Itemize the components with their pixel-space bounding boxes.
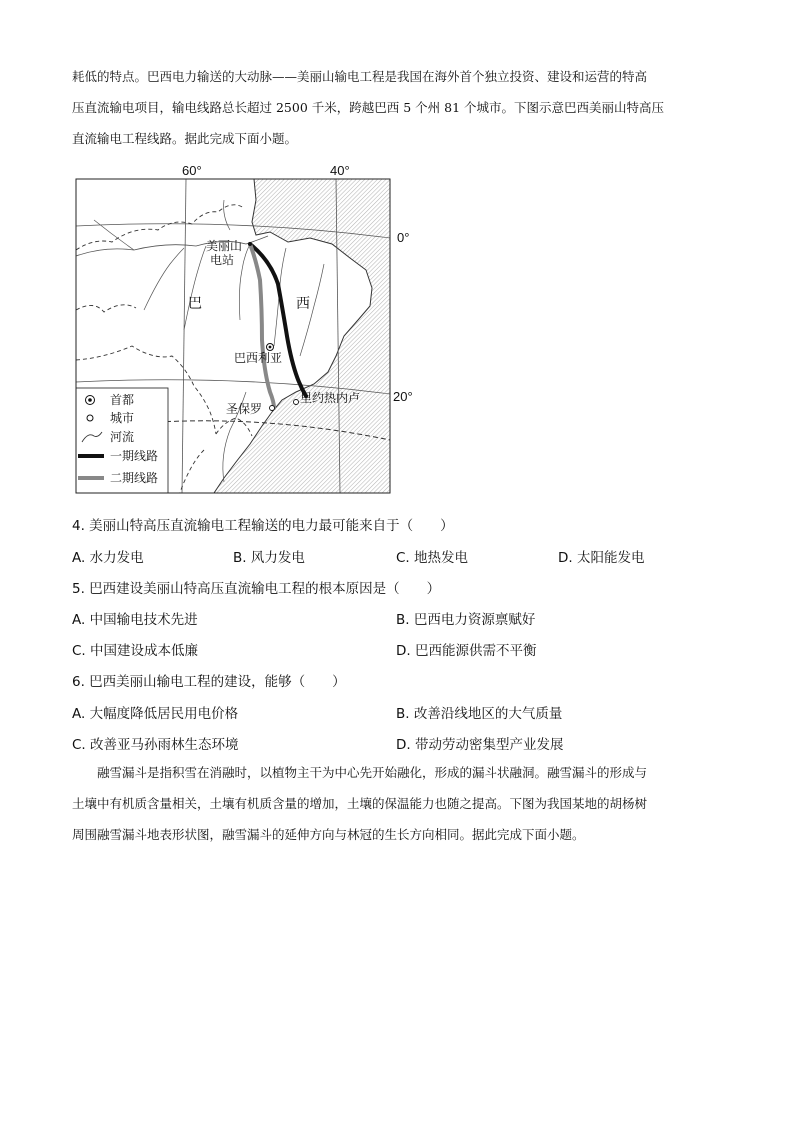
lat-label-20: 20° [393,389,413,404]
question-5-option-d[interactable]: D. 巴西能源供需不平衡 [396,643,537,659]
question-4-option-b[interactable]: B. 风力发电 [233,550,305,566]
question-6-stem: 6. 巴西美丽山输电工程的建设，能够（ ） [72,674,346,690]
question-4-stem: 4. 美丽山特高压直流输电工程输送的电力最可能来自于（ ） [72,518,454,534]
question-5-stem: 5. 巴西建设美丽山特高压直流输电工程的根本原因是（ ） [72,581,441,597]
legend-capital-label: 首都 [110,393,135,407]
question-6-option-c[interactable]: C. 改善亚马孙雨林生态环境 [72,737,239,753]
brazil-transmission-map [74,160,392,494]
legend-phase1-label: 一期线路 [110,449,159,463]
question-6-option-b[interactable]: B. 改善沿线地区的大气质量 [396,706,563,722]
intro-line: 压直流输电项目，输电线路总长超过 2500 千米，跨越巴西 5 个州 81 个城市。下图示意巴西美丽山特高压 [72,100,665,115]
legend-phase2-label: 二期线路 [110,471,159,485]
country-label-ba: 巴 [188,296,202,312]
question-6-option-d[interactable]: D. 带动劳动密集型产业发展 [396,737,564,753]
question-5-option-a[interactable]: A. 中国输电技术先进 [72,612,198,628]
intro-line: 耗低的特点。巴西电力输送的大动脉——美丽山输电工程是我国在海外首个独立投资、建设和运营的特高 [72,69,648,84]
passage-2-line: 土壤中有机质含量相关，土壤有机质含量的增加，土壤的保温能力也随之提高。下图为我国某地的胡杨树 [72,796,648,811]
question-4-option-a[interactable]: A. 水力发电 [72,550,144,566]
intro-paragraph [72,61,724,154]
lat-label-0: 0° [397,230,410,245]
rio-marker [294,400,299,405]
station-label: 美丽山 [206,239,243,253]
saopaulo-label: 圣保罗 [226,402,263,416]
capital-symbol-dot [269,346,272,349]
station-label: 电站 [210,253,235,267]
passage-2-line: 周围融雪漏斗地表形状图，融雪漏斗的延伸方向与林冠的生长方向相同。据此完成下面小题。 [72,827,585,842]
question-4-option-c[interactable]: C. 地热发电 [396,550,469,566]
legend-capital-icon-dot [88,398,92,402]
lon-label-40: 40° [330,163,350,178]
legend-river-label: 河流 [110,430,135,444]
meilishan-station-marker [248,242,252,246]
legend-city-label: 城市 [110,411,135,425]
passage-2 [72,757,724,850]
brasilia-label: 巴西利亚 [234,351,283,365]
lon-label-60: 60° [182,163,202,178]
question-5-option-c[interactable]: C. 中国建设成本低廉 [72,643,199,659]
question-5-option-b[interactable]: B. 巴西电力资源禀赋好 [396,612,536,628]
passage-2-line: 融雪漏斗是指积雪在消融时，以植物主干为中心先开始融化，形成的漏斗状融洞。融雪漏斗的形成与 [72,765,648,780]
intro-line: 直流输电工程线路。据此完成下面小题。 [72,131,298,146]
legend-city-icon [87,415,93,421]
question-6-option-a[interactable]: A. 大幅度降低居民用电价格 [72,706,239,722]
country-label-xi: 西 [296,296,310,312]
saopaulo-marker [270,406,275,411]
question-4-option-d[interactable]: D. 太阳能发电 [558,550,645,566]
rio-label: 里约热内卢 [300,391,361,405]
